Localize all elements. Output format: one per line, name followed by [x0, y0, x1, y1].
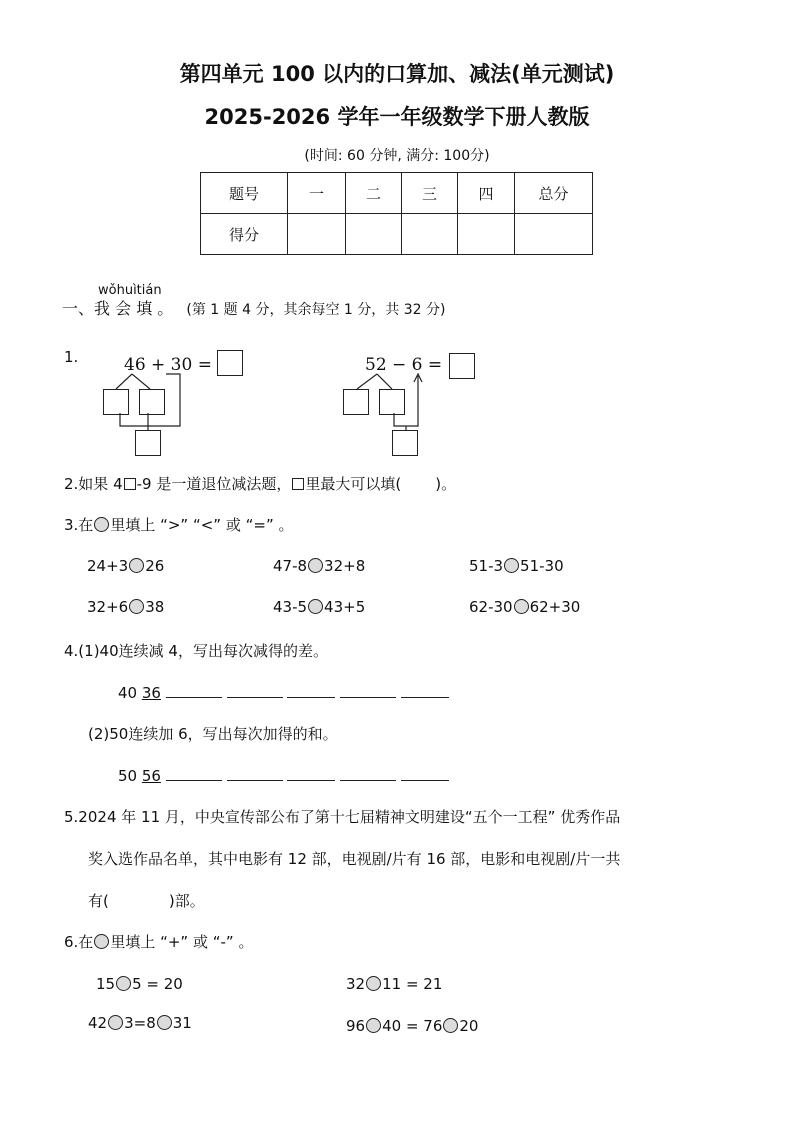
q3-right: 43+5 [324, 598, 366, 616]
answer-blank[interactable] [166, 766, 222, 781]
q5-text-part: 有( [88, 892, 109, 910]
q6-operand: 15 [96, 975, 116, 993]
q1-right-result-box[interactable] [392, 430, 418, 456]
compare-circle[interactable] [514, 599, 529, 614]
q6-rest: 20 [459, 1017, 479, 1035]
section-note: (第 1 题 4 分，其余每空 1 分，共 32 分) [186, 302, 446, 318]
q3-right: 32+8 [324, 557, 366, 575]
answer-blank[interactable] [340, 683, 396, 698]
q3-item [469, 557, 564, 575]
score-table-cell: 总分 [515, 173, 593, 214]
q6-operand: 32 [346, 975, 366, 993]
q6-item [96, 975, 183, 993]
q4-start-value: 50 [118, 767, 138, 785]
q3-intro-part: 3.在 [64, 516, 94, 534]
q1-right-split-box[interactable] [379, 389, 405, 415]
q3-left: 43-5 [273, 598, 308, 616]
answer-blank[interactable] [401, 766, 449, 781]
answer-blank[interactable] [340, 766, 396, 781]
q3-right: 51-30 [520, 557, 564, 575]
q1-left-expression: 46 + 30 = [124, 355, 212, 375]
score-input-cell[interactable] [515, 214, 593, 255]
operator-circle[interactable] [116, 976, 131, 991]
q3-left: 62-30 [469, 598, 513, 616]
score-table-cell: 一 [288, 173, 346, 214]
q6-intro [64, 931, 253, 952]
score-input-cell[interactable] [458, 214, 515, 255]
operator-circle[interactable] [157, 1015, 172, 1030]
q1-left-result-box[interactable] [135, 430, 161, 456]
answer-blank[interactable] [227, 683, 283, 698]
answer-blank[interactable] [227, 766, 283, 781]
answer-blank[interactable] [401, 683, 449, 698]
q2-text-part: 里最大可以填( [305, 475, 402, 493]
q1-right-answer-box[interactable] [449, 353, 475, 379]
q3-left: 32+6 [87, 598, 129, 616]
score-table-cell: 二 [346, 173, 402, 214]
q5-line2: 奖入选作品名单，其中电影有 12 部，电视剧/片有 16 部，电影和电视剧/片一共 [88, 850, 621, 868]
section-prefix: 一、 [62, 299, 95, 318]
score-input-cell[interactable] [288, 214, 346, 255]
operator-circle[interactable] [443, 1018, 458, 1033]
operator-circle[interactable] [366, 976, 381, 991]
q6-rest: 11 = 21 [382, 975, 443, 993]
q6-item [88, 1014, 192, 1032]
q5-line3 [88, 890, 205, 911]
q2-text-part: -9 是一道退位减法题， [136, 475, 292, 493]
answer-blank[interactable] [287, 766, 335, 781]
q3-intro-part: 里填上 “>” “<” 或 “=” 。 [110, 516, 294, 534]
q2-text-part: )。 [435, 475, 457, 493]
q6-rest: 3=8 [124, 1014, 156, 1032]
score-table-cell: 三 [402, 173, 458, 214]
q5-line1: 5.2024 年 11 月，中央宣传部公布了第十七届精神文明建设“五个一工程” 优秀作品 [64, 808, 621, 826]
q3-right: 38 [145, 598, 165, 616]
compare-circle[interactable] [129, 599, 144, 614]
circle-icon [94, 517, 109, 532]
q4-part2-text: (2)50连续加 6，写出每次加得的和。 [88, 725, 338, 743]
q3-item [87, 557, 164, 575]
circle-icon [94, 934, 109, 949]
q4-part1-sequence [118, 683, 449, 702]
score-table [200, 172, 593, 255]
page-subtitle: 2025-2026 学年一年级数学下册人教版 [204, 105, 590, 129]
section-pinyin: wǒhuìtián [98, 283, 162, 298]
operator-circle[interactable] [366, 1018, 381, 1033]
exam-info: (时间: 60 分钟, 满分: 100分) [304, 148, 490, 164]
q3-item [87, 598, 164, 616]
q6-intro-part: 6.在 [64, 933, 94, 951]
q3-right: 26 [145, 557, 165, 575]
q6-operand: 42 [88, 1014, 108, 1032]
answer-blank[interactable] [287, 683, 335, 698]
q1-left-split-box[interactable] [139, 389, 165, 415]
q2-text [64, 473, 456, 494]
q3-intro [64, 514, 294, 535]
score-input-cell[interactable] [346, 214, 402, 255]
compare-circle[interactable] [308, 558, 323, 573]
q4-start-value: 40 [118, 684, 138, 702]
q1-number: 1. [64, 348, 79, 366]
q6-item [346, 975, 442, 993]
q3-item [469, 598, 580, 616]
q6-rest: 31 [172, 1014, 192, 1032]
q4-example-value: 36 [141, 684, 161, 702]
operator-circle[interactable] [108, 1015, 123, 1030]
page-title: 第四单元 100 以内的口算加、减法(单元测试) [179, 62, 615, 86]
section-title: 我 会 填 。 [94, 299, 174, 318]
q3-item [273, 598, 365, 616]
q3-right: 62+30 [529, 598, 581, 616]
q6-operand: 96 [346, 1017, 366, 1035]
q1-left-answer-box[interactable] [217, 350, 243, 376]
q3-item [273, 557, 365, 575]
q3-left: 51-3 [469, 557, 504, 575]
q5-text-part: )部。 [168, 892, 205, 910]
score-table-cell: 题号 [201, 173, 288, 214]
q3-left: 24+3 [87, 557, 129, 575]
q4-example-value: 56 [141, 767, 161, 785]
compare-circle[interactable] [129, 558, 144, 573]
q1-left-split-box[interactable] [103, 389, 129, 415]
section-heading [62, 296, 445, 319]
q2-blank-square [292, 478, 304, 490]
q2-blank-square [124, 478, 136, 490]
compare-circle[interactable] [308, 599, 323, 614]
q6-rest: 5 = 20 [132, 975, 183, 993]
q6-intro-part: 里填上 “+” 或 “-” 。 [110, 933, 254, 951]
q6-rest: 40 = 76 [382, 1017, 443, 1035]
q1-right-expression: 52 − 6 = [365, 355, 443, 375]
score-table-cell: 得分 [201, 214, 288, 255]
score-table-score-row [201, 214, 593, 255]
answer-blank[interactable] [166, 683, 222, 698]
q6-item [346, 1017, 478, 1035]
score-table-cell: 四 [458, 173, 515, 214]
q1-right-split-box[interactable] [343, 389, 369, 415]
q4-part1-text: 4.(1)40连续减 4，写出每次减得的差。 [64, 642, 328, 660]
score-input-cell[interactable] [402, 214, 458, 255]
q3-left: 47-8 [273, 557, 308, 575]
score-table-header-row [201, 173, 593, 214]
q2-text-part: 2.如果 4 [64, 475, 123, 493]
q4-part2-sequence [118, 766, 449, 785]
compare-circle[interactable] [504, 558, 519, 573]
